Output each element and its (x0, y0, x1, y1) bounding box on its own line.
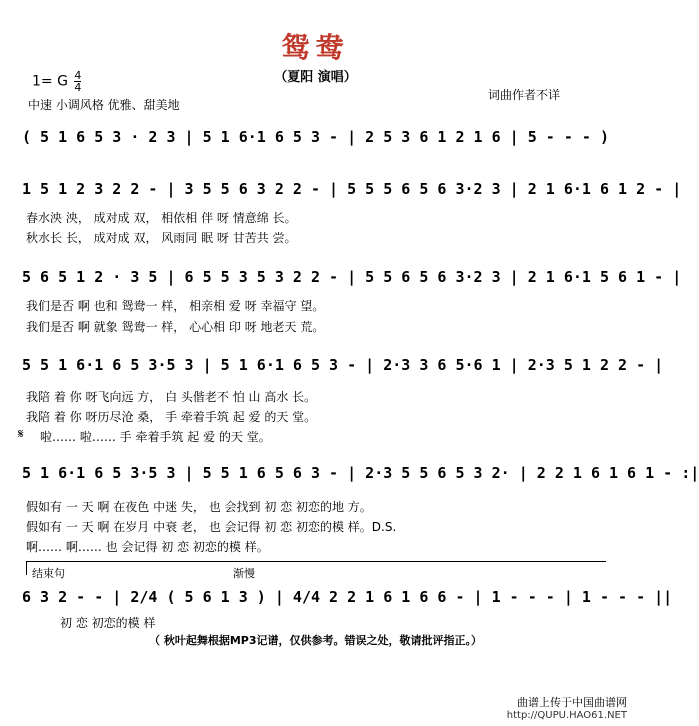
song-title: 鸳鸯 (281, 31, 350, 64)
notation-line: 5 5 1 6·1 6 5 3·5 3 | 5 1 6·1 6 5 3 - | 2·3 3 6 5·6 1 | 2·3 5 1 2 2 - | (22, 356, 664, 374)
lyric-line: 秋水长 长， 成对成 双， 风雨同 眠 呀 甘苦共 尝。 (26, 231, 297, 245)
notation-line: 5 6 5 1 2 · 3 5 | 6 5 5 3 5 3 2 2 - | 5 5 6 5 6 3·2 3 | 2 1 6·1 5 6 1 - | (22, 268, 682, 286)
lyric-line: 我陪 着 你 呀飞向远 方， 白 头偕老不 怕 山 高水 长。 (26, 390, 317, 404)
transcription-note: （ 秋叶起舞根据MP3记谱，仅供参考。错误之处，敬请批评指正。） (149, 634, 482, 647)
lyric-line: 啦…… 啦…… 手 牵着手筑 起 爱 的天 堂。 (40, 430, 271, 444)
lyric-line: 初 恋 初恋的模 样 (60, 616, 156, 630)
singer: （夏阳 演唱） (274, 70, 357, 85)
key-signature (32, 70, 81, 93)
lyric-line: 假如有 一 天 啊 在岁月 中衰 老， 也 会记得 初 恋 初恋的模 样。D.S. (26, 520, 397, 534)
footer-url[interactable]: http://QUPU.HAO61.NET (506, 710, 627, 721)
notation-line: 1 5 1 2 3 2 2 - | 3 5 5 6 3 2 2 - | 5 5 5 6 5 6 3·2 3 | 2 1 6·1 6 1 2 - | (22, 180, 682, 198)
time-top: 4 (74, 69, 82, 82)
lyric-line: 啊…… 啊…… 也 会记得 初 恋 初恋的模 样。 (26, 540, 269, 554)
time-bottom: 4 (74, 81, 82, 94)
lyric-line: 我陪 着 你 呀历尽沧 桑， 手 牵着手筑 起 爱 的天 堂。 (26, 410, 317, 424)
lyric-line: 春水泱 泱， 成对成 双， 相依相 伴 呀 情意绵 长。 (26, 211, 297, 225)
ritardando-marking: 渐慢 (233, 567, 255, 580)
key-label: 1= G (32, 73, 68, 90)
segno-icon: 𝄋 (18, 427, 24, 442)
lyric-line: 我们是否 啊 就象 鸳鸯一 样， 心心相 印 呀 地老天 荒。 (26, 320, 325, 334)
lyric-line: 假如有 一 天 啊 在夜色 中迷 失， 也 会找到 初 恋 初恋的地 方。 (26, 500, 372, 514)
notation-line: 6 3 2 - - | 2/4 ( 5 6 1 3 ) | 4/4 2 2 1 6 1 6 6 - | 1 - - - | 1 - - - || (22, 588, 673, 606)
coda-label: 结束句 (32, 567, 65, 580)
lyric-line: 我们是否 啊 也和 鸳鸯一 样， 相亲相 爱 呀 幸福守 望。 (26, 299, 325, 313)
notation-line: ( 5 1 6 5 3 · 2 3 | 5 1 6·1 6 5 3 - | 2 5 3 6 1 2 1 6 | 5 - - - ) (22, 128, 609, 146)
time-signature (74, 70, 81, 93)
footer-site: 曲谱上传于中国曲谱网 (517, 696, 627, 709)
tempo-marking: 中速 小调风格 优雅、甜美地 (28, 98, 180, 112)
author: 词曲作者不详 (488, 88, 561, 102)
notation-line: 5 1 6·1 6 5 3·5 3 | 5 5 1 6 5 6 3 - | 2·3 5 5 6 5 3 2· | 2 2 1 6 1 6 1 - :| (22, 464, 699, 482)
